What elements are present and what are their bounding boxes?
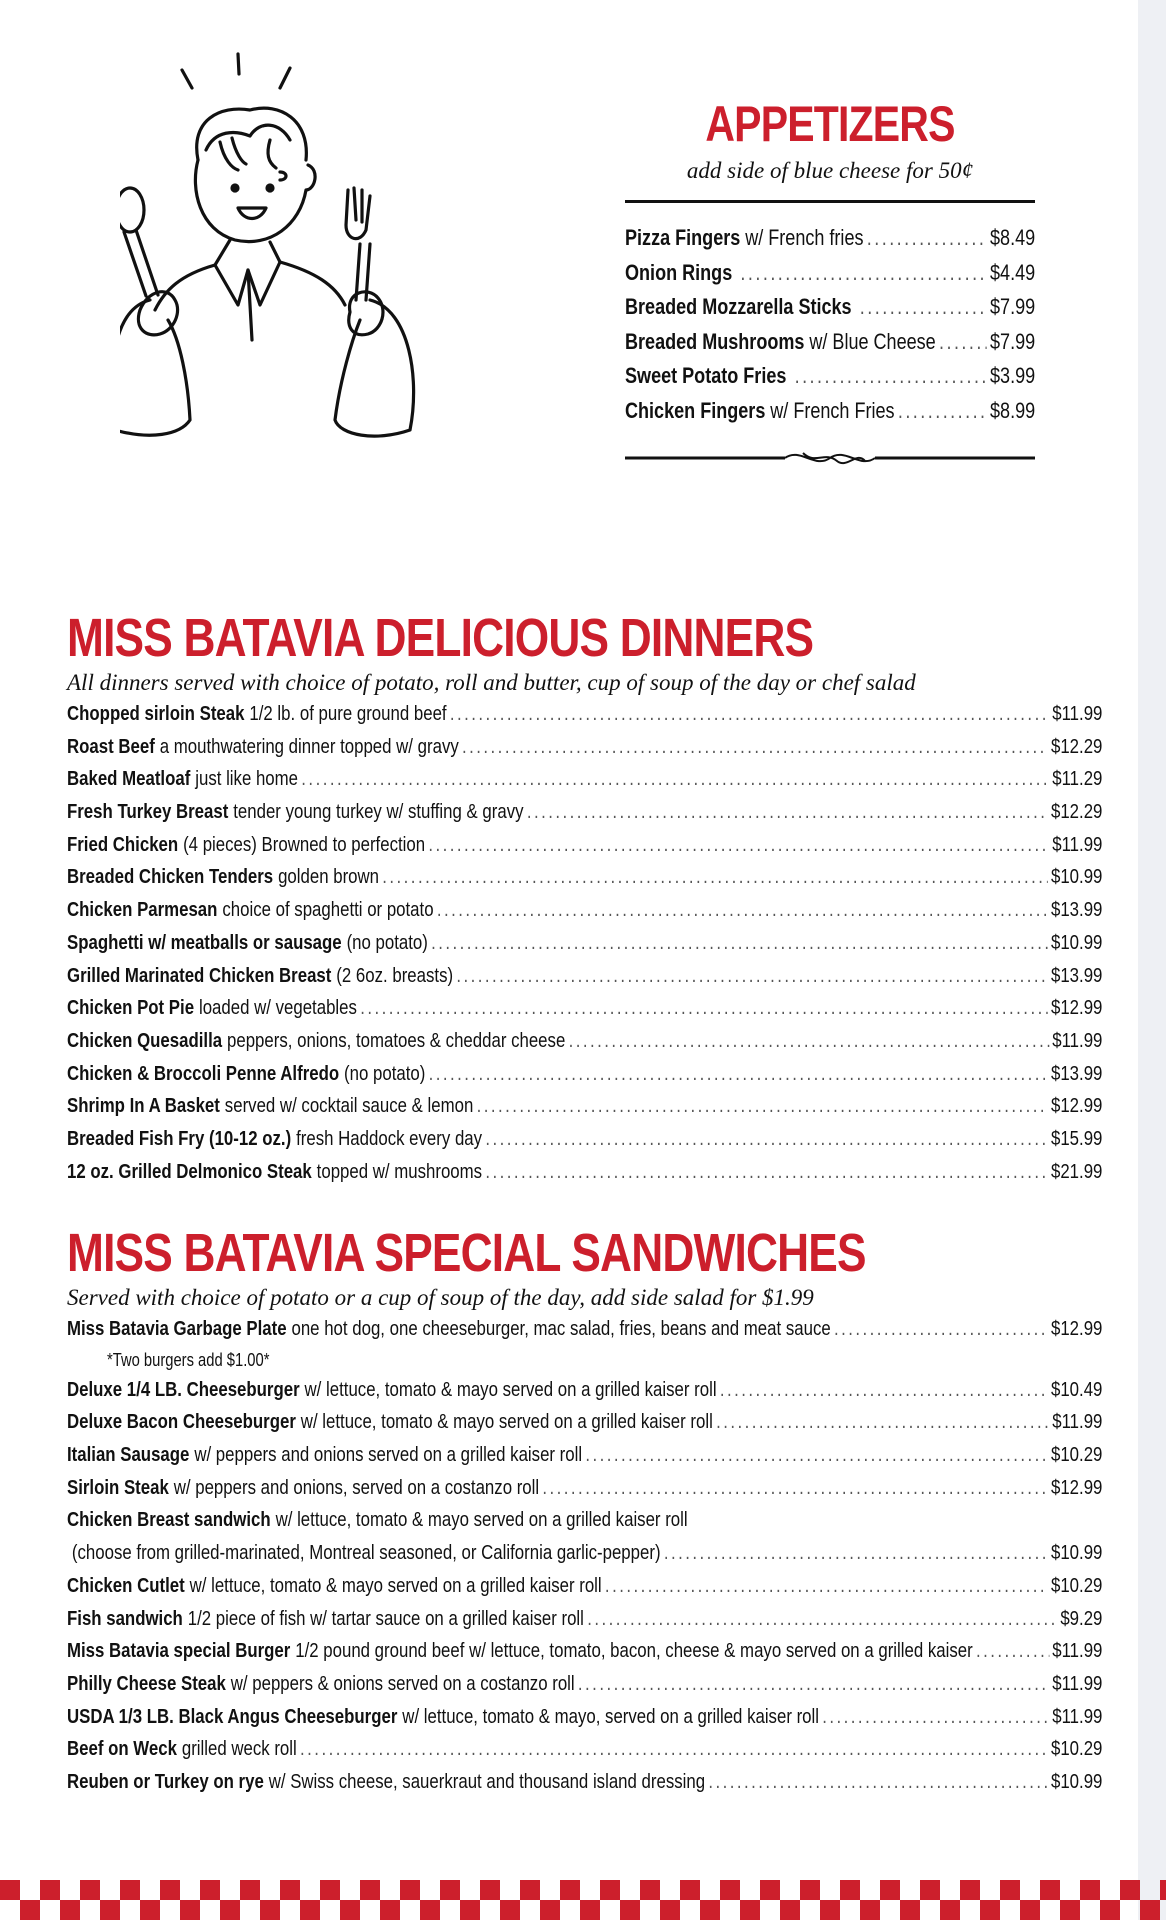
item-price: $7.99 bbox=[990, 294, 1036, 319]
item-name: Sirloin Steak bbox=[67, 1475, 169, 1499]
leader-dots bbox=[587, 1607, 1057, 1631]
item-price: $10.29 bbox=[1050, 1443, 1103, 1467]
item-price: $10.99 bbox=[1050, 930, 1103, 954]
menu-item bbox=[67, 1378, 1102, 1411]
menu-item bbox=[67, 735, 1102, 768]
checker-square bbox=[940, 1900, 960, 1920]
item-price: $8.99 bbox=[990, 397, 1036, 423]
checker-square bbox=[600, 1880, 620, 1900]
checker-square bbox=[740, 1900, 760, 1920]
checker-square bbox=[180, 1900, 200, 1920]
menu-item bbox=[625, 398, 1035, 433]
leader-dots bbox=[462, 735, 1048, 759]
item-price: $10.99 bbox=[1050, 865, 1103, 889]
checker-square bbox=[40, 1880, 60, 1900]
checker-square bbox=[1040, 1880, 1060, 1900]
item-desc: golden brown bbox=[278, 865, 380, 889]
menu-item bbox=[67, 1410, 1102, 1443]
menu-item bbox=[67, 898, 1102, 931]
leader-dots bbox=[605, 1574, 1048, 1598]
menu-item bbox=[67, 1443, 1102, 1476]
checker-square bbox=[360, 1880, 380, 1900]
item-name: Chicken Breast sandwich bbox=[67, 1508, 271, 1532]
checker-square bbox=[1160, 1880, 1166, 1900]
item-name: Deluxe 1/4 LB. Cheeseburger bbox=[67, 1377, 300, 1401]
item-price: $11.99 bbox=[1052, 832, 1103, 856]
leader-dots bbox=[485, 1127, 1047, 1151]
sandwiches-list bbox=[67, 1317, 1102, 1803]
menu-item bbox=[67, 1062, 1102, 1095]
checker-square bbox=[500, 1900, 520, 1920]
appetizers-section bbox=[625, 96, 1035, 432]
item-desc: topped w/ mushrooms bbox=[316, 1159, 483, 1183]
checker-square bbox=[340, 1900, 360, 1920]
checker-square bbox=[280, 1880, 300, 1900]
menu-item bbox=[67, 1029, 1102, 1062]
checker-square bbox=[520, 1880, 540, 1900]
menu-item bbox=[67, 1770, 1102, 1803]
item-price: $10.29 bbox=[1050, 1737, 1103, 1761]
checker-square bbox=[1140, 1900, 1160, 1920]
checker-square bbox=[100, 1900, 120, 1920]
item-desc: served w/ cocktail sauce & lemon bbox=[224, 1094, 474, 1118]
checker-square bbox=[1020, 1900, 1040, 1920]
checker-square bbox=[80, 1880, 100, 1900]
menu-item bbox=[625, 329, 1035, 364]
item-price: $8.49 bbox=[990, 225, 1036, 250]
checker-square bbox=[760, 1880, 780, 1900]
item-price: $12.99 bbox=[1050, 996, 1103, 1020]
item-name: Shrimp In A Basket bbox=[67, 1094, 220, 1118]
item-desc: tender young turkey w/ stuffing & gravy bbox=[233, 800, 524, 824]
checker-square bbox=[20, 1900, 40, 1920]
sandwiches-section bbox=[67, 1223, 1102, 1803]
checker-square bbox=[140, 1900, 160, 1920]
flourish-divider-icon bbox=[625, 447, 1035, 469]
item-price: $13.99 bbox=[1050, 1061, 1103, 1085]
leader-dots bbox=[976, 1639, 1049, 1663]
item-desc: w/ Blue Cheese bbox=[809, 328, 936, 354]
leader-dots bbox=[485, 1160, 1047, 1184]
dinners-subtitle: All dinners served with choice of potato, roll and butter, cup of soup of the day or chef salad bbox=[67, 670, 916, 695]
item-name: Chicken Pot Pie bbox=[67, 996, 195, 1020]
item-desc: w/ Swiss cheese, sauerkraut and thousand island dressing bbox=[268, 1769, 706, 1793]
checker-square bbox=[160, 1880, 180, 1900]
item-price: $15.99 bbox=[1050, 1126, 1103, 1150]
menu-item bbox=[67, 1476, 1102, 1509]
item-name: USDA 1/3 LB. Black Angus Cheeseburger bbox=[67, 1704, 398, 1728]
item-name: Chicken & Broccoli Penne Alfredo bbox=[67, 1061, 340, 1085]
menu-item bbox=[67, 1160, 1102, 1193]
leader-dots bbox=[834, 1317, 1048, 1341]
item-price: $12.99 bbox=[1050, 1475, 1103, 1499]
item-name: Fresh Turkey Breast bbox=[67, 800, 229, 824]
checker-square bbox=[220, 1900, 240, 1920]
item-name: Chicken Cutlet bbox=[67, 1573, 185, 1597]
dinners-title: MISS BATAVIA DELICIOUS DINNERS bbox=[67, 608, 814, 668]
checker-square bbox=[920, 1880, 940, 1900]
item-name: Fried Chicken bbox=[67, 832, 179, 856]
menu-item bbox=[67, 1639, 1102, 1672]
item-desc: (2 6oz. breasts) bbox=[336, 963, 454, 987]
item-name: Onion Rings bbox=[625, 259, 733, 285]
item-desc: loaded w/ vegetables bbox=[198, 996, 357, 1020]
item-price: $13.99 bbox=[1050, 963, 1103, 987]
leader-dots bbox=[716, 1410, 1049, 1434]
item-desc: w/ French fries bbox=[745, 225, 864, 250]
item-price: $11.99 bbox=[1052, 1410, 1103, 1434]
item-name: Chicken Quesadilla bbox=[67, 1028, 223, 1052]
checker-square bbox=[660, 1900, 680, 1920]
item-desc: w/ lettuce, tomato & mayo, served on a grilled kaiser roll bbox=[402, 1704, 820, 1728]
item-name: Italian Sausage bbox=[67, 1443, 190, 1467]
checker-square bbox=[700, 1900, 720, 1920]
item-name: Fish sandwich bbox=[67, 1606, 183, 1630]
item-price: $12.99 bbox=[1050, 1094, 1103, 1118]
item-desc: choice of spaghetti or potato bbox=[222, 898, 434, 922]
dinners-section bbox=[67, 608, 1102, 1192]
menu-item bbox=[67, 865, 1102, 898]
item-price: $12.29 bbox=[1050, 800, 1103, 824]
checker-square bbox=[880, 1880, 900, 1900]
checker-square bbox=[120, 1880, 140, 1900]
sandwiches-subtitle: Served with choice of potato or a cup of soup of the day, add side salad for $1.99 bbox=[67, 1285, 814, 1310]
checker-square bbox=[200, 1880, 220, 1900]
item-name: Spaghetti w/ meatballs or sausage bbox=[67, 930, 342, 954]
item-name: 12 oz. Grilled Delmonico Steak bbox=[67, 1159, 312, 1183]
checker-square bbox=[780, 1900, 800, 1920]
item-price: $11.29 bbox=[1052, 767, 1103, 791]
checker-square bbox=[1000, 1880, 1020, 1900]
item-name: Breaded Mushrooms bbox=[625, 328, 805, 354]
checker-square bbox=[300, 1900, 320, 1920]
item-desc: just like home bbox=[195, 767, 299, 791]
item-desc: w/ French Fries bbox=[770, 397, 895, 423]
checkered-border bbox=[0, 1880, 1166, 1920]
menu-item bbox=[67, 931, 1102, 964]
leader-dots bbox=[720, 1378, 1048, 1402]
menu-item bbox=[67, 1737, 1102, 1770]
item-name: Miss Batavia special Burger bbox=[67, 1639, 291, 1663]
checker-square bbox=[980, 1900, 1000, 1920]
checker-square bbox=[820, 1900, 840, 1920]
appetizers-divider bbox=[625, 200, 1035, 203]
item-name: Chicken Parmesan bbox=[67, 898, 218, 922]
item-desc: grilled weck roll bbox=[181, 1737, 297, 1761]
checker-square bbox=[1100, 1900, 1120, 1920]
checker-square bbox=[800, 1880, 820, 1900]
item-price: $10.99 bbox=[1050, 1769, 1103, 1793]
leader-dots bbox=[456, 964, 1047, 988]
item-name: Breaded Mozzarella Sticks bbox=[625, 294, 852, 319]
leader-dots bbox=[578, 1672, 1049, 1696]
checker-square bbox=[580, 1900, 600, 1920]
menu-item bbox=[67, 702, 1102, 735]
menu-item bbox=[67, 1672, 1102, 1705]
checker-square bbox=[900, 1900, 920, 1920]
item-price: $11.99 bbox=[1052, 1671, 1103, 1695]
menu-item bbox=[625, 363, 1035, 398]
item-price: $12.99 bbox=[1050, 1317, 1103, 1340]
page-edge bbox=[1138, 0, 1166, 1920]
item-name: Deluxe Bacon Cheeseburger bbox=[67, 1410, 296, 1434]
menu-item bbox=[67, 964, 1102, 997]
item-price: $13.99 bbox=[1050, 898, 1103, 922]
menu-item bbox=[67, 1607, 1102, 1640]
item-name: Sweet Potato Fries bbox=[625, 363, 787, 388]
checker-square bbox=[1120, 1880, 1140, 1900]
item-name: Miss Batavia Garbage Plate bbox=[67, 1317, 287, 1340]
item-name: Chicken Fingers bbox=[625, 397, 766, 423]
item-desc: 1/2 lb. of pure ground beef bbox=[249, 702, 447, 725]
checker-square bbox=[1080, 1880, 1100, 1900]
menu-item bbox=[67, 1127, 1102, 1160]
item-desc: 1/2 piece of fish w/ tartar sauce on a grilled kaiser roll bbox=[187, 1606, 584, 1630]
leader-dots bbox=[360, 996, 1048, 1020]
leader-dots bbox=[867, 225, 987, 251]
leader-dots bbox=[431, 931, 1048, 955]
item-price: $11.99 bbox=[1052, 1704, 1103, 1728]
item-name: Pizza Fingers bbox=[625, 225, 741, 250]
item-desc: (choose from grilled-marinated, Montreal seasoned, or California garlic-pepper) bbox=[71, 1541, 661, 1565]
checker-square bbox=[420, 1900, 440, 1920]
checker-square bbox=[540, 1900, 560, 1920]
item-note: *Two burgers add $1.00* bbox=[107, 1349, 270, 1370]
checker-square bbox=[440, 1880, 460, 1900]
leader-dots bbox=[708, 1770, 1047, 1794]
item-price: $9.29 bbox=[1060, 1606, 1103, 1630]
item-desc: peppers, onions, tomatoes & cheddar cheese bbox=[227, 1028, 566, 1052]
item-desc: w/ peppers and onions served on a grilled kaiser roll bbox=[194, 1443, 583, 1467]
item-price: $10.29 bbox=[1050, 1573, 1103, 1597]
checker-square bbox=[640, 1880, 660, 1900]
item-name: Breaded Chicken Tenders bbox=[67, 865, 274, 889]
leader-dots bbox=[822, 1705, 1049, 1729]
item-price: $11.99 bbox=[1052, 1639, 1103, 1663]
item-price: $10.49 bbox=[1050, 1377, 1103, 1401]
item-price: $7.99 bbox=[990, 328, 1036, 354]
leader-dots bbox=[860, 294, 987, 320]
item-price: $10.99 bbox=[1050, 1541, 1103, 1565]
item-name: Chopped sirloin Steak bbox=[67, 702, 245, 725]
item-desc: 1/2 pound ground beef w/ lettuce, tomato, bacon, cheese & mayo served on a grilled kaiser bbox=[295, 1639, 973, 1663]
checker-square bbox=[380, 1900, 400, 1920]
item-name: Grilled Marinated Chicken Breast bbox=[67, 963, 332, 987]
leader-dots bbox=[569, 1029, 1049, 1053]
menu-item bbox=[625, 260, 1035, 295]
menu-item bbox=[67, 1317, 1102, 1350]
checker-square bbox=[480, 1880, 500, 1900]
checker-square bbox=[860, 1900, 880, 1920]
checker-square bbox=[560, 1880, 580, 1900]
checker-square bbox=[260, 1900, 280, 1920]
checker-square bbox=[720, 1880, 740, 1900]
item-name: Beef on Weck bbox=[67, 1737, 177, 1761]
checker-square bbox=[60, 1900, 80, 1920]
menu-item bbox=[67, 1508, 1102, 1541]
leader-dots bbox=[428, 833, 1049, 857]
item-desc: (4 pieces) Browned to perfection bbox=[183, 832, 426, 856]
item-name: Baked Meatloaf bbox=[67, 767, 191, 791]
leader-dots bbox=[527, 800, 1048, 824]
item-price: $21.99 bbox=[1050, 1159, 1103, 1183]
waiter-with-spoon-and-fork-icon bbox=[120, 50, 500, 510]
menu-item bbox=[67, 1705, 1102, 1738]
item-desc: w/ peppers & onions served on a costanzo roll bbox=[230, 1671, 575, 1695]
checker-square bbox=[1060, 1900, 1080, 1920]
item-desc: one hot dog, one cheeseburger, mac salad, fries, beans and meat sauce bbox=[291, 1317, 831, 1340]
dinners-list bbox=[67, 702, 1102, 1192]
menu-item bbox=[67, 800, 1102, 833]
leader-dots bbox=[450, 702, 1049, 726]
leader-dots bbox=[542, 1476, 1047, 1500]
leader-dots bbox=[301, 767, 1049, 791]
checker-square bbox=[620, 1900, 640, 1920]
leader-dots bbox=[898, 398, 987, 424]
appetizers-title: APPETIZERS bbox=[705, 96, 955, 152]
menu-item-continued bbox=[67, 1541, 1102, 1574]
item-desc: fresh Haddock every day bbox=[296, 1126, 483, 1150]
leader-dots bbox=[740, 260, 986, 286]
leader-dots bbox=[300, 1737, 1048, 1761]
item-desc: w/ lettuce, tomato & mayo served on a grilled kaiser roll bbox=[300, 1410, 713, 1434]
checker-square bbox=[400, 1880, 420, 1900]
checker-square bbox=[0, 1880, 20, 1900]
checker-square bbox=[840, 1880, 860, 1900]
item-desc: (no potato) bbox=[344, 1061, 426, 1085]
leader-dots bbox=[429, 1062, 1048, 1086]
item-desc: w/ peppers and onions, served on a costanzo roll bbox=[173, 1475, 540, 1499]
menu-item bbox=[625, 225, 1035, 260]
item-name: Reuben or Turkey on rye bbox=[67, 1769, 264, 1793]
item-price: $11.99 bbox=[1052, 702, 1103, 725]
menu-item bbox=[67, 767, 1102, 800]
leader-dots bbox=[795, 363, 987, 389]
item-name: Philly Cheese Steak bbox=[67, 1671, 226, 1695]
item-desc: a mouthwatering dinner topped w/ gravy bbox=[159, 734, 459, 758]
leader-dots bbox=[664, 1541, 1048, 1565]
checker-square bbox=[460, 1900, 480, 1920]
item-price: $11.99 bbox=[1052, 1028, 1103, 1052]
checker-square bbox=[320, 1880, 340, 1900]
menu-item bbox=[67, 1574, 1102, 1607]
appetizers-subtitle: add side of blue cheese for 50¢ bbox=[686, 158, 974, 183]
item-desc: w/ lettuce, tomato & mayo served on a grilled kaiser roll bbox=[189, 1573, 602, 1597]
item-price: $3.99 bbox=[990, 363, 1036, 388]
menu-item bbox=[67, 996, 1102, 1029]
leader-dots bbox=[585, 1443, 1047, 1467]
menu-item bbox=[67, 1094, 1102, 1127]
sandwiches-title: MISS BATAVIA SPECIAL SANDWICHES bbox=[67, 1223, 866, 1283]
item-name: Breaded Fish Fry (10-12 oz.) bbox=[67, 1126, 292, 1150]
menu-item bbox=[625, 294, 1035, 329]
leader-dots bbox=[939, 329, 987, 355]
item-name: Roast Beef bbox=[67, 734, 155, 758]
leader-dots bbox=[437, 898, 1048, 922]
item-price: $4.49 bbox=[990, 259, 1036, 285]
checker-square bbox=[960, 1880, 980, 1900]
item-desc: (no potato) bbox=[346, 930, 428, 954]
leader-dots bbox=[477, 1094, 1048, 1118]
checker-square bbox=[680, 1880, 700, 1900]
item-desc: w/ lettuce, tomato & mayo served on a grilled kaiser roll bbox=[304, 1377, 717, 1401]
item-price: $12.29 bbox=[1050, 734, 1103, 758]
checker-square bbox=[240, 1880, 260, 1900]
leader-dots bbox=[382, 865, 1047, 889]
item-desc: w/ lettuce, tomato & mayo served on a grilled kaiser roll bbox=[275, 1508, 688, 1532]
menu-item bbox=[67, 833, 1102, 866]
appetizers-list bbox=[625, 225, 1035, 432]
